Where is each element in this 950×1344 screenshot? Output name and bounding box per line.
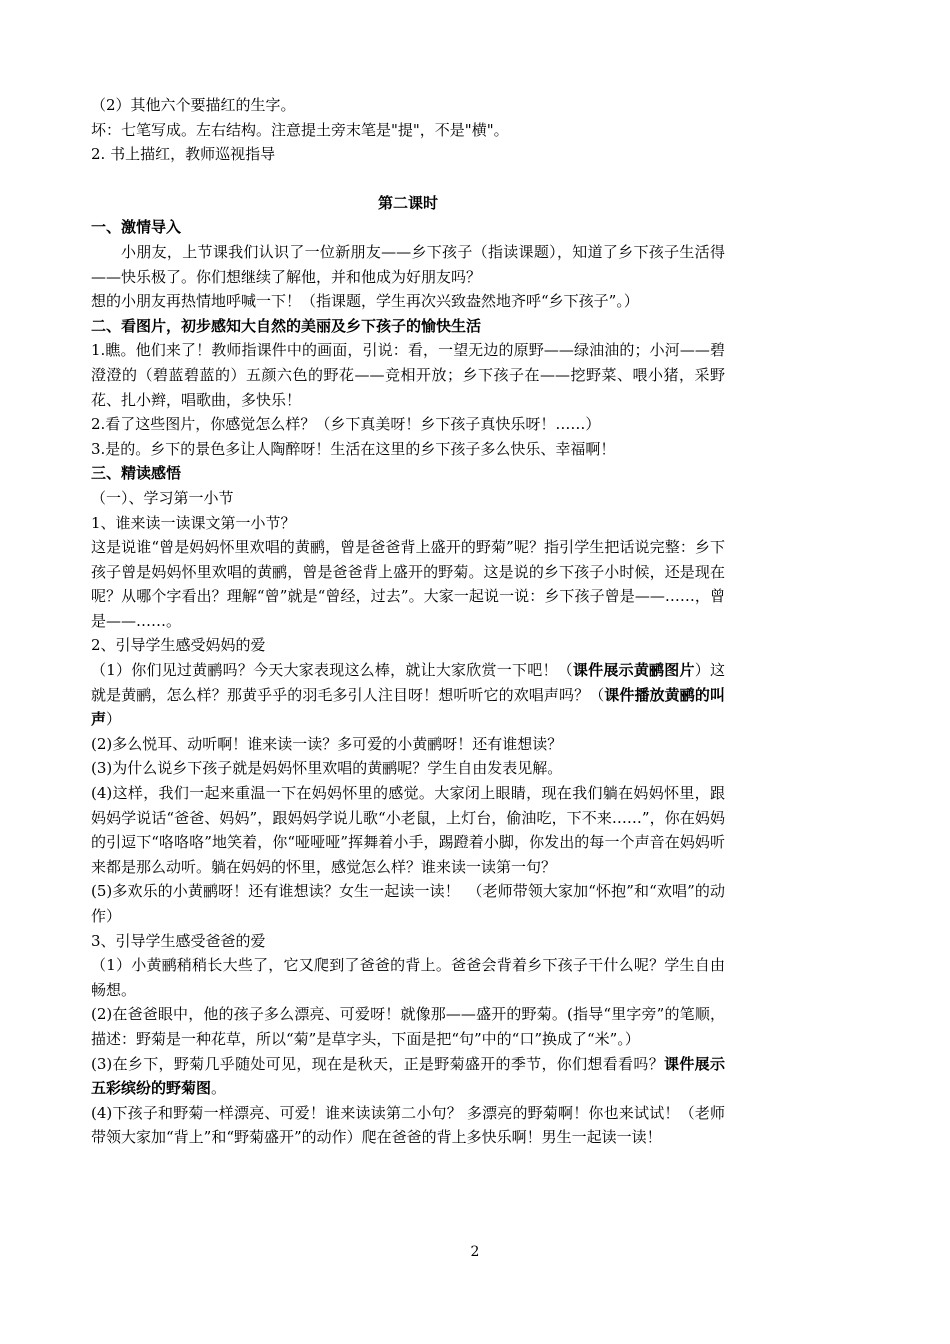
question: 3、引导学生感受爸爸的爱 xyxy=(91,931,266,950)
text-run: （1）你们见过黄鹂吗？今天大家表现这么棒，就让大家欣赏一下吧！（ xyxy=(91,661,573,680)
paragraph: 想的小朋友再热情地呼喊一下！（指课题，学生再次兴致盎然地齐呼“乡下孩子”。） xyxy=(91,292,639,311)
text-run: ）这就是黄鹂，怎么样？那黄乎乎的羽毛多引人注目呀！想听听它的欢唱声吗？（ xyxy=(91,661,725,704)
section-heading: 一、激情导入 xyxy=(91,218,182,237)
text-line: 坏：七笔写成。左右结构。注意提土旁末笔是"提"，不是"横"。 xyxy=(91,120,509,139)
paragraph: (5)多欢乐的小黄鹂呀！还有谁想读？女生一起读一读！ （老师带领大家加“怀抱”和“欢唱”的动作） xyxy=(91,882,725,925)
text-run: 。 xyxy=(211,1079,227,1098)
section-heading: 二、看图片，初步感知大自然的美丽及乡下孩子的愉快生活 xyxy=(91,316,482,335)
paragraph: 3.是的。乡下的景色多让人陶醉呀！生活在这里的乡下孩子多么快乐、幸福啊！ xyxy=(91,439,616,458)
paragraph: 2.看了这些图片，你感觉怎么样？（乡下真美呀！乡下孩子真快乐呀！……） xyxy=(91,415,601,434)
bold-text-run: 课件展示五彩缤纷的野菊图 xyxy=(91,1054,725,1098)
paragraph: (3)为什么说乡下孩子就是妈妈怀里欢唱的黄鹂呢？学生自由发表见解。 xyxy=(91,759,563,778)
paragraph: 这是说谁“曾是妈妈怀里欢唱的黄鹂，曾是爸爸背上盛开的野菊”呢？指引学生把话说完整：乡下孩子曾是妈妈怀里欢唱的黄鹂，曾是爸爸背上盛开的野菊。这是说的乡下孩子小时候，还是现在呢？从哪个字看出？理解“曾”就是“曾经，过去”。大家一起说一说：乡下孩子曾是——……，曾是——……。 xyxy=(91,538,725,630)
paragraph: 小朋友，上节课我们认识了一位新朋友——乡下孩子（指读课题），知道了乡下孩子生活得——快乐极了。你们想继续了解他，并和他成为好朋友吗？ xyxy=(91,242,725,286)
paragraph: (2)在爸爸眼中，他的孩子多么漂亮、可爱呀！就像那——盛开的野菊。(指导“里字旁”的笔顺，描述：野菊是一种花草，所以“菊”是草字头，下面是把“句”中的“口”换成了“米”。） xyxy=(91,1005,725,1048)
question: 1、谁来读一读课文第一小节？ xyxy=(91,513,296,532)
paragraph xyxy=(91,658,725,732)
question: 2、引导学生感受妈妈的爱 xyxy=(91,636,266,655)
paragraph: 1.瞧。他们来了！教师指课件中的画面，引说：看，一望无边的原野——绿油油的；小河——碧澄澄的（碧蓝碧蓝的）五颜六色的野花——竞相开放；乡下孩子在——挖野菜、喂小猪，采野花、扎小辫，唱歌曲，多快乐！ xyxy=(91,341,725,409)
lesson-title: 第二课时 xyxy=(377,193,438,212)
text-line: （2）其他六个要描红的生字。 xyxy=(91,96,296,114)
paragraph: (4)下孩子和野菊一样漂亮、可爱！谁来读读第二小句？ 多漂亮的野菊啊！你也来试试！（老师带领大家加“背上”和“野菊盛开”的动作）爬在爸爸的背上多快乐啊！男生一起读一读！ xyxy=(91,1103,725,1147)
text-run: (3)在乡下，野菊几乎随处可见，现在是秋天，正是野菊盛开的季节，你们想看看吗？ xyxy=(91,1054,665,1073)
text-run: ） xyxy=(106,710,122,729)
paragraph: (4)这样，我们一起来重温一下在妈妈怀里的感觉。大家闭上眼睛，现在我们躺在妈妈怀里，跟妈妈学说话“爸爸、妈妈”，跟妈妈学说儿歌“小老鼠，上灯台，偷油吃，下不来……”，你在妈妈的引逗下“咯咯咯”地笑着，你“哑哑哑”挥舞着小手，踢蹬着小脚，你发出的每一个声音在妈妈听来都是那么动听。躺在妈妈的怀里，感觉怎么样？谁来读一读第一句？ xyxy=(91,784,725,876)
paragraph xyxy=(91,1052,725,1101)
bold-text-run: 课件展示黄鹂图片 xyxy=(572,661,695,680)
page-number: 2 xyxy=(470,1244,480,1260)
bold-text-run: 课件播放黄鹂的叫声 xyxy=(91,685,725,729)
subsection-heading: （一）、学习第一小节 xyxy=(91,488,234,507)
document-page xyxy=(91,93,725,1150)
paragraph: （1）小黄鹂稍稍长大些了，它又爬到了爸爸的背上。爸爸会背着乡下孩子干什么呢？学生自由畅想。 xyxy=(91,956,725,999)
section-heading: 三、精读感悟 xyxy=(91,464,182,483)
text-line: 2. 书上描红，教师巡视指导 xyxy=(91,145,276,164)
paragraph: (2)多么悦耳、动听啊！谁来读一读？多可爱的小黄鹂呀！还有谁想读？ xyxy=(91,734,563,753)
